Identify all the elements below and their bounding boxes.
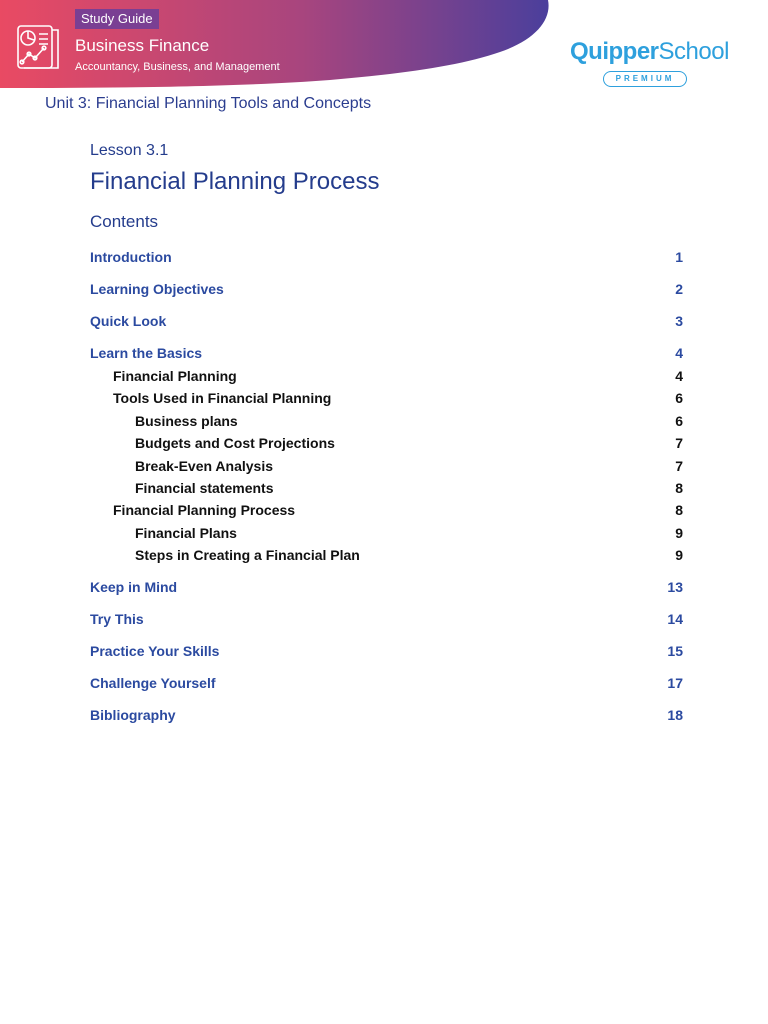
toc-entry-label: Try This — [90, 611, 144, 628]
toc-entry-label: Business plans — [135, 412, 238, 429]
toc-entry-page: 6 — [675, 390, 683, 407]
toc-entry-label: Learning Objectives — [90, 281, 224, 297]
toc-entry-page: 14 — [667, 611, 683, 628]
course-strand: Accountancy, Business, and Management — [75, 61, 280, 73]
toc-entry-label: Bibliography — [90, 707, 176, 724]
toc-entry[interactable] — [90, 281, 683, 297]
toc-entry-label: Financial Plans — [135, 524, 237, 541]
toc-entry-label: Learn the Basics — [90, 345, 203, 361]
toc-entry-label: Introduction — [90, 249, 172, 265]
unit-title: Unit 3: Financial Planning Tools and Concepts — [45, 95, 372, 112]
toc-entry-label: Financial Planning Process — [113, 502, 296, 519]
toc-entry[interactable] — [90, 675, 683, 691]
toc-entry[interactable] — [90, 313, 683, 329]
premium-badge: PREMIUM — [603, 71, 687, 87]
toc-entry-page: 13 — [667, 579, 683, 596]
toc-entry[interactable] — [90, 643, 683, 659]
toc-entry[interactable] — [90, 368, 683, 384]
toc-entry-page: 1 — [675, 249, 683, 265]
finance-document-icon — [12, 20, 62, 72]
toc-entry-label: Challenge Yourself — [90, 675, 216, 692]
toc-entry[interactable] — [90, 435, 683, 451]
toc-entry-label: Practice Your Skills — [90, 643, 220, 660]
toc-entry-page: 18 — [667, 707, 683, 724]
course-title: Business Finance — [75, 36, 210, 55]
study-guide-badge: Study Guide — [75, 9, 159, 29]
lesson-number: Lesson 3.1 — [90, 142, 169, 159]
toc-entry-page: 2 — [675, 281, 683, 297]
header-banner — [0, 0, 560, 90]
toc-entry-page: 8 — [675, 502, 683, 519]
toc-entry-page: 17 — [667, 675, 683, 692]
toc-entry-page: 8 — [675, 480, 683, 496]
toc-entry[interactable] — [90, 480, 683, 496]
toc-entry-page: 4 — [675, 368, 683, 384]
toc-entry-page: 3 — [675, 313, 683, 329]
contents-heading: Contents — [90, 212, 159, 231]
toc-entry-page: 7 — [675, 457, 683, 474]
toc-entry-label: Financial statements — [135, 480, 274, 496]
toc-entry-label: Break-Even Analysis — [135, 457, 273, 474]
toc-entry[interactable] — [90, 611, 683, 627]
toc-entry[interactable] — [90, 249, 683, 265]
toc-entry[interactable] — [90, 345, 683, 361]
toc-entry[interactable] — [90, 390, 683, 406]
toc-entry-page: 7 — [675, 435, 683, 452]
toc-entry[interactable] — [90, 547, 683, 563]
toc-entry-page: 9 — [675, 524, 683, 541]
toc-entry[interactable] — [90, 502, 683, 518]
toc-entry-label: Budgets and Cost Projections — [135, 435, 335, 452]
toc-entry-label: Quick Look — [90, 313, 167, 329]
toc-entry[interactable] — [90, 579, 683, 595]
toc-entry-page: 9 — [675, 547, 683, 564]
toc-entry[interactable] — [90, 525, 683, 541]
toc-entry-page: 6 — [675, 412, 683, 429]
toc-entry-page: 15 — [667, 643, 683, 660]
toc-entry-page: 4 — [675, 345, 683, 361]
toc-entry[interactable] — [90, 413, 683, 429]
toc-entry-label: Steps in Creating a Financial Plan — [135, 547, 360, 564]
logo-brand-a: Quipper — [570, 38, 659, 65]
toc-entry-label: Financial Planning — [113, 368, 237, 384]
toc-entry-label: Tools Used in Financial Planning — [113, 390, 332, 407]
toc-entry-label: Keep in Mind — [90, 579, 178, 596]
quipper-school-logo — [570, 38, 729, 66]
toc-entry[interactable] — [90, 707, 683, 723]
lesson-title: Financial Planning Process — [90, 168, 380, 195]
toc-entry[interactable] — [90, 458, 683, 474]
logo-brand-b: School — [658, 38, 729, 65]
